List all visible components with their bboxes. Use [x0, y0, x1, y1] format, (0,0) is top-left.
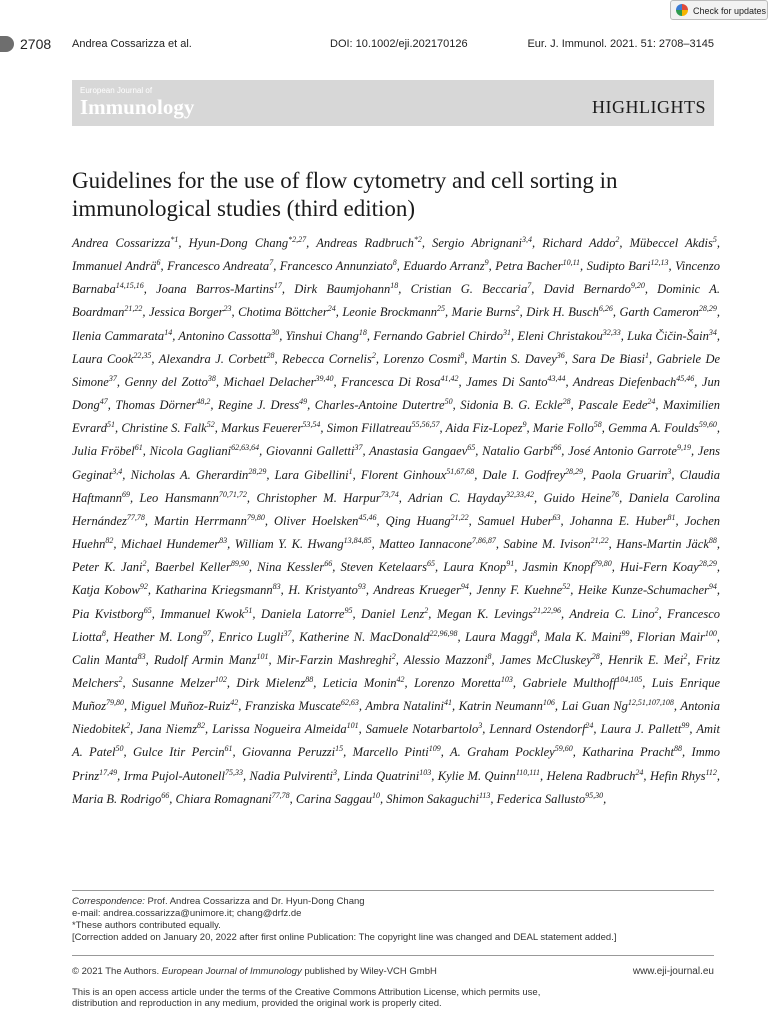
copyright-prefix: © 2021 The Authors.	[72, 966, 160, 977]
journal-url-link[interactable]: www.eji-journal.eu	[632, 966, 714, 977]
divider	[72, 890, 714, 891]
correspondence-label: Correspondence:	[72, 896, 145, 907]
check-for-updates-button[interactable]	[670, 0, 768, 20]
correspondence-block	[72, 896, 714, 944]
journal-citation: Eur. J. Immunol. 2021. 51: 2708–3145	[527, 38, 714, 50]
page-corner-tab	[0, 36, 14, 52]
correspondence-email[interactable]: e-mail: andrea.cossarizza@unimore.it; chang@drfz.de	[72, 908, 302, 919]
copyright-line	[72, 966, 437, 977]
license-text: This is an open access article under the terms of the Creative Commons Attribution License, which permits use, distribution and reproduction in any medium, provided the original work is properly cited.	[72, 987, 541, 1009]
copyright-suffix: published by Wiley-VCH GmbH	[304, 966, 437, 977]
running-authors: Andrea Cossarizza et al.	[72, 38, 192, 50]
doi-text: DOI: 10.1002/eji.202170126	[330, 38, 468, 50]
copyright-journal: European Journal of Immunology	[161, 966, 302, 977]
journal-prefix: European Journal of	[80, 86, 153, 95]
author-list: Andrea Cossarizza$^{*1}$, Hyun-Dong Chang$^{*2,27}$, Andreas Radbruch$^{*2}$, Sergio Abrignani$^{3,4}$, Richard Addo$^2$, Mübeccel Akdis$^5$, Immanuel Andrä$^6$, Francesco Andreata$^7$, Francesco Annunziato$^8$, Eduardo Arranz$^9$, Petra Bacher$^{10,11}$, Sudipto Bari$^{12,13}$, Vincenzo Barnaba$^{14,15,16}$, Joana Barros-Martins$^{17}$, Dirk Baumjohann$^{18}$, Cristian G. Beccaria$^7$, David Bernardo$^{9,20}$, Dominic A. Boardman$^{21,22}$, Jessica Borger$^{23}$, Chotima Böttcher$^{24}$, Leonie Brockmann$^{25}$, Marie Burns$^2$, Dirk H. Busch$^{6,26}$, Garth Cameron$^{28,29}$, Ilenia Cammarata$^{14}$, Antonino Cassotta$^{30}$, Yinshui Chang$^{18}$, Fernando Gabriel Chirdo$^{31}$, Eleni Christakou$^{32,33}$, Luka Čičin-Šain$^{34}$, Laura Cook$^{22,35}$, Alexandra J. Corbett$^{28}$, Rebecca Cornelis$^2$, Lorenzo Cosmi$^8$, Martin S. Davey$^{36}$, Sara De Biasi$^1$, Gabriele De Simone$^{37}$, Genny del Zotto$^{38}$, Michael Delacher$^{39,40}$, Francesca Di Rosa$^{41,42}$, James Di Santo$^{43,44}$, Andreas Diefenbach$^{45,46}$, Jun Dong$^{47}$, Thomas Dörner$^{48,2}$, Regine J. Dress$^{49}$, Charles-Antoine Dutertre$^{50}$, Sidonia B. G. Eckle$^{28}$, Pascale Eede$^{24}$, Maximilien Evrard$^{51}$, Christine S. Falk$^{52}$, Markus Feuerer$^{53,54}$, Simon Fillatreau$^{55,56,57}$, Aida Fiz-Lopez$^9$, Marie Follo$^{58}$, Gemma A. Foulds$^{59,60}$, Julia Fröbel$^{61}$, Nicola Gagliani$^{62,63,64}$, Giovanni Galletti$^{37}$, Anastasia Gangaev$^{65}$, Natalio Garbi$^{66}$, José Antonio Garrote$^{9,19}$, Jens Geginat$^{3,4}$, Nicholas A. Gherardin$^{28,29}$, Lara Gibellini$^1$, Florent Ginhoux$^{51,67,68}$, Dale I. Godfrey$^{28,29}$, Paola Gruarin$^3$, Claudia Haftmann$^{69}$, Leo Hansmann$^{70,71,72}$, Christopher M. Harpur$^{73,74}$, Adrian C. Hayday$^{32,33,42}$, Guido Heine$^{76}$, Daniela Carolina Hernández$^{77,78}$, Martin Herrmann$^{79,80}$, Oliver Hoelsken$^{45,46}$, Qing Huang$^{21,22}$, Samuel Huber$^{63}$, Johanna E. Huber$^{81}$, Jochen Huehn$^{82}$, Michael Hundemer$^{83}$, William Y. K. Hwang$^{13,84,85}$, Matteo Iannacone$^{7,86,87}$, Sabine M. Ivison$^{21,22}$, Hans-Martin Jäck$^{88}$, Peter K. Jani$^2$, Baerbel Keller$^{89,90}$, Nina Kessler$^{66}$, Steven Ketelaars$^{65}$, Laura Knop$^{91}$, Jasmin Knopf$^{79,80}$, Hui-Fern Koay$^{28,29}$, Katja Kobow$^{92}$, Katharina Kriegsmann$^{83}$, H. Kristyanto$^{93}$, Andreas Krueger$^{94}$, Jenny F. Kuehne$^{52}$, Heike Kunze-Schumacher$^{94}$, Pia Kvistborg$^{65}$, Immanuel Kwok$^{51}$, Daniela Latorre$^{95}$, Daniel Lenz$^2$, Megan K. Levings$^{21,22,96}$, Andreia C. Lino$^2$, Francesco Liotta$^8$, Heather M. Long$^{97}$, Enrico Lugli$^{37}$, Katherine N. MacDonald$^{22,96,98}$, Laura Maggi$^8$, Mala K. Maini$^{99}$, Florian Mair$^{100}$, Calin Manta$^{83}$, Rudolf Armin Manz$^{101}$, Mir-Farzin Mashreghi$^2$, Alessio Mazzoni$^8$, James McCluskey$^{28}$, Henrik E. Mei$^2$, Fritz Melchers$^2$, Susanne Melzer$^{102}$, Dirk Mielenz$^{88}$, Leticia Monin$^{42}$, Lorenzo Moretta$^{103}$, Gabriele Multhoff$^{104,105}$, Luis Enrique Muñoz$^{79,80}$, Miguel Muñoz-Ruiz$^{42}$, Franziska Muscate$^{62,63}$, Ambra Natalini$^{41}$, Katrin Neumann$^{106}$, Lai Guan Ng$^{12,51,107,108}$, Antonia Niedobitek$^2$, Jana Niemz$^{82}$, Larissa Nogueira Almeida$^{101}$, Samuele Notarbartolo$^3$, Lennard Ostendorf$^{24}$, Laura J. Pallett$^{99}$, Amit A. Patel$^{50}$, Gulce Itir Percin$^{61}$, Giovanna Peruzzi$^{15}$, Marcello Pinti$^{109}$, A. Graham Pockley$^{59,60}$, Katharina Pracht$^{88}$, Immo Prinz$^{17,49}$, Irma Pujol-Autonell$^{75,33}$, Nadia Pulvirenti$^3$, Linda Quatrini$^{103}$, Kylie M. Quinn$^{110,111}$, Helena Radbruch$^{24}$, Hefin Rhys$^{112}$, Maria B. Rodrigo$^{66}$, Chiara Romagnani$^{77,78}$, Carina Saggau$^{10}$, Shimon Sakaguchi$^{113}$, Federica Sallusto$^{95,30}$,	[72, 235, 721, 806]
divider	[72, 955, 714, 956]
correction-note: [Correction added on January 20, 2022 after first online Publication: The copyright line was changed and DEAL statement added.]	[72, 932, 617, 943]
crossmark-icon	[676, 4, 688, 16]
running-header	[20, 38, 714, 54]
correspondence-names: Prof. Andrea Cossarizza and Dr. Hyun-Dong Chang	[147, 896, 365, 907]
article-title: Guidelines for the use of flow cytometry and cell sorting in immunological studies (third edition)	[72, 168, 618, 222]
journal-logo: Immunology	[80, 95, 195, 119]
journal-banner	[72, 80, 714, 126]
check-for-updates-label: Check for updates	[693, 6, 767, 16]
equal-contribution-note: *These authors contributed equally.	[72, 920, 221, 931]
section-label: HIGHLIGHTS	[592, 97, 706, 117]
page-number: 2708	[20, 36, 52, 52]
